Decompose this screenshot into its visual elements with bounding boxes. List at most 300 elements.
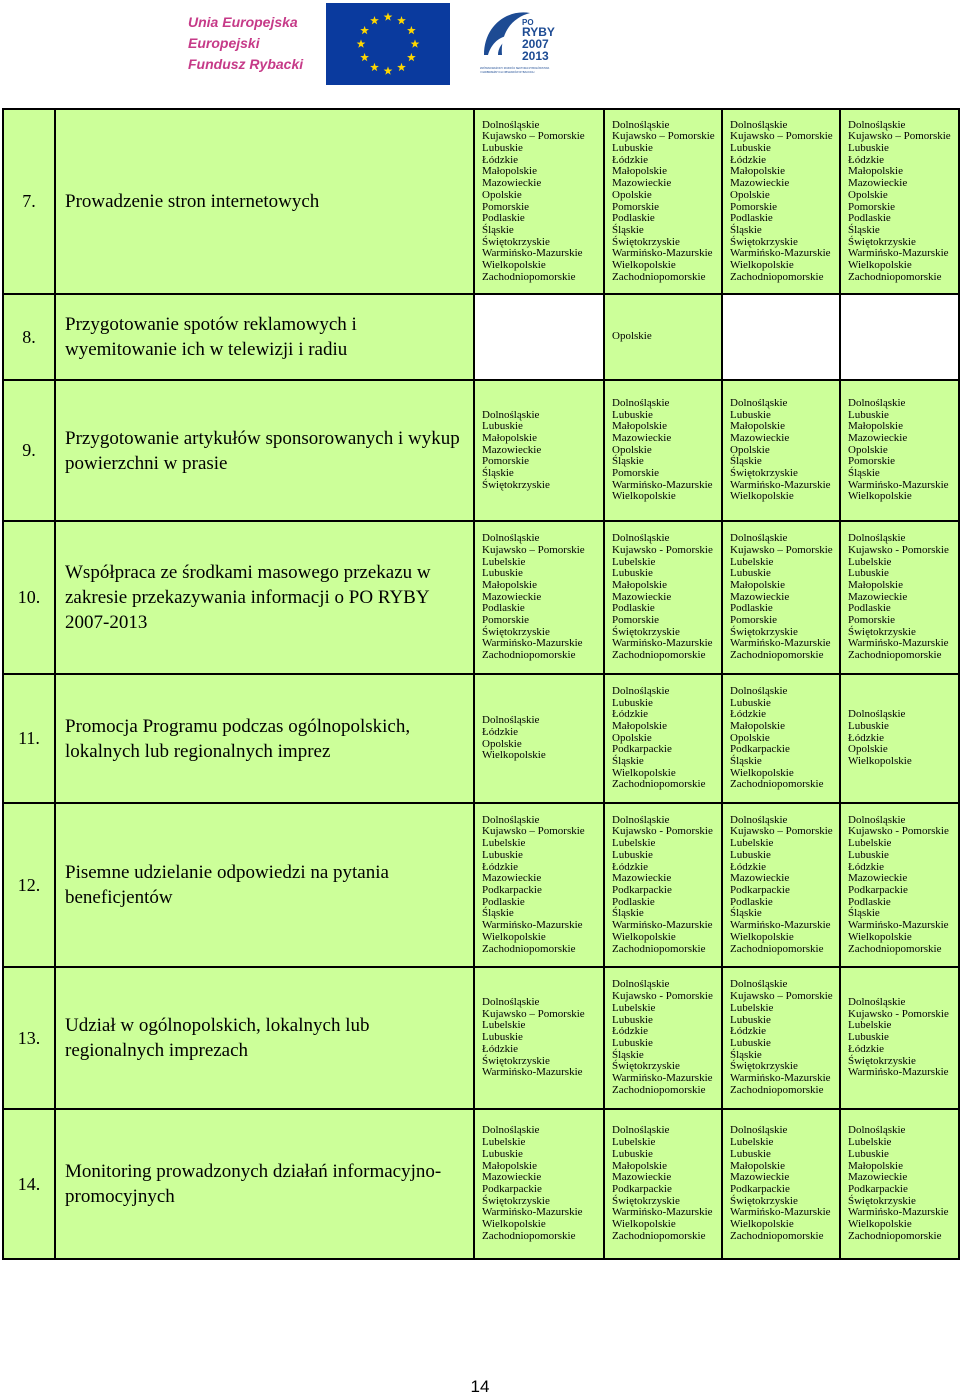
region-name: Pomorskie (612, 467, 660, 480)
regions-cell (840, 803, 959, 967)
regions-cell (604, 803, 722, 967)
table-row (3, 967, 959, 1109)
region-name: Łódzkie (482, 153, 519, 166)
region-name: Pomorskie (612, 200, 660, 213)
region-name: Świętokrzyskie (482, 1054, 550, 1067)
table-row (3, 109, 959, 294)
region-name: Podkarpackie (612, 743, 672, 756)
region-name: Małopolskie (482, 165, 537, 178)
regions-cell (722, 294, 840, 380)
region-name: Kujawsko – Pomorskie (482, 825, 585, 838)
region-name: Warmińsko-Mazurskie (730, 1072, 831, 1085)
region-name: Dolnośląskie (612, 978, 670, 991)
region-name: Mazowieckie (482, 177, 542, 190)
region-name: Dolnośląskie (612, 396, 670, 409)
region-name: Śląskie (612, 907, 644, 920)
region-name: Opolskie (848, 743, 888, 756)
region-name: Mazowieckie (612, 431, 672, 444)
region-name: Wielkopolskie (612, 490, 676, 503)
region-name: Małopolskie (730, 578, 785, 591)
region-name: Śląskie (482, 223, 514, 236)
region-name: Łódzkie (848, 153, 885, 166)
activity-description: Przygotowanie artykułów sponsorowanych i wykup powierzchni w prasie (55, 380, 474, 521)
regions-cell (722, 380, 840, 521)
region-name: Zachodniopomorskie (482, 649, 576, 662)
region-name: Małopolskie (612, 420, 667, 433)
po-logo-line4: 2013 (522, 49, 549, 63)
region-name: Dolnośląskie (612, 1124, 670, 1137)
region-name: Mazowieckie (612, 590, 672, 603)
activity-description: Promocja Programu podczas ogólnopolskich, lokalnych lub regionalnych imprez (55, 674, 474, 803)
region-name: Śląskie (612, 223, 644, 236)
region-name: Lubuskie (730, 848, 771, 861)
region-name: Łódzkie (482, 725, 519, 738)
region-name: Podlaskie (612, 212, 655, 225)
region-name: Pomorskie (482, 614, 530, 627)
regions-cell (840, 380, 959, 521)
region-name: Kujawsko - Pomorskie (848, 1007, 949, 1020)
region-name: Zachodniopomorskie (848, 649, 942, 662)
region-name: Podlaskie (482, 895, 525, 908)
region-name: Mazowieckie (848, 177, 908, 190)
regions-cell (722, 674, 840, 803)
region-name: Mazowieckie (482, 443, 542, 456)
region-name: Świętokrzyskie (848, 625, 916, 638)
region-name: Kujawsko – Pomorskie (848, 130, 951, 143)
table-row (3, 803, 959, 967)
region-name: Opolskie (730, 731, 770, 744)
region-name: Zachodniopomorskie (848, 942, 942, 955)
region-name: Warmińsko-Mazurskie (612, 1072, 713, 1085)
regions-cell (474, 109, 604, 294)
region-name: Dolnośląskie (848, 996, 906, 1009)
regions-cell (840, 967, 959, 1109)
region-name: Dolnośląskie (730, 532, 788, 545)
region-name: Mazowieckie (730, 177, 790, 190)
row-number: 7. (3, 109, 55, 294)
region-name: Zachodniopomorskie (730, 1083, 824, 1096)
region-name: Pomorskie (848, 200, 896, 213)
region-name: Wielkopolskie (730, 930, 794, 943)
region-name: Łódzkie (482, 860, 519, 873)
regions-cell (604, 674, 722, 803)
region-name: Zachodniopomorskie (730, 649, 824, 662)
region-name: Wielkopolskie (848, 259, 912, 272)
region-name: Zachodniopomorskie (482, 942, 576, 955)
region-name: Podlaskie (848, 602, 891, 615)
region-name: Opolskie (612, 443, 652, 456)
region-name: Małopolskie (848, 578, 903, 591)
region-name: Lubelskie (730, 837, 774, 850)
region-name: Świętokrzyskie (848, 1194, 916, 1207)
region-name: Warmińsko-Mazurskie (612, 247, 713, 260)
region-name: Małopolskie (730, 719, 785, 732)
region-name: Pomorskie (482, 200, 530, 213)
region-name: Opolskie (848, 443, 888, 456)
region-name: Mazowieckie (848, 431, 908, 444)
region-name: Kujawsko – Pomorskie (482, 1007, 585, 1020)
row-number: 11. (3, 674, 55, 803)
region-name: Świętokrzyskie (730, 1194, 798, 1207)
region-name: Dolnośląskie (730, 1124, 788, 1137)
region-name: Opolskie (730, 188, 770, 201)
region-name: Śląskie (730, 223, 762, 236)
region-name: Dolnośląskie (482, 532, 540, 545)
regions-cell (840, 674, 959, 803)
region-name: Warmińsko-Mazurskie (612, 637, 713, 650)
region-name: Lubuskie (482, 567, 523, 580)
region-name: Warmińsko-Mazurskie (730, 247, 831, 260)
region-name: Dolnośląskie (730, 978, 788, 991)
region-name: Warmińsko-Mazurskie (848, 919, 949, 932)
region-name: Lubuskie (482, 141, 523, 154)
row-number: 13. (3, 967, 55, 1109)
region-name: Łódzkie (730, 860, 767, 873)
region-name: Lubuskie (848, 141, 889, 154)
region-name: Warmińsko-Mazurskie (848, 1206, 949, 1219)
region-name: Śląskie (848, 467, 880, 480)
region-name: Wielkopolskie (482, 749, 546, 762)
regions-cell (474, 380, 604, 521)
region-name: Lubuskie (612, 696, 653, 709)
region-name: Mazowieckie (730, 431, 790, 444)
region-name: Kujawsko – Pomorskie (730, 130, 833, 143)
region-name: Łódzkie (612, 708, 649, 721)
region-name: Lubelskie (482, 555, 526, 568)
po-ryby-logo (478, 3, 564, 85)
region-name: Warmińsko-Mazurskie (730, 1206, 831, 1219)
region-name: Mazowieckie (612, 872, 672, 885)
region-name: Kujawsko – Pomorskie (730, 543, 833, 556)
region-name: Zachodniopomorskie (612, 942, 706, 955)
region-name: Lubelskie (730, 555, 774, 568)
region-name: Dolnośląskie (482, 714, 540, 727)
region-name: Warmińsko-Mazurskie (482, 919, 583, 932)
region-name: Lubelskie (848, 555, 892, 568)
region-name: Dolnośląskie (848, 1124, 906, 1137)
region-name: Warmińsko-Mazurskie (612, 1206, 713, 1219)
po-logo-caption1: ZRÓWNOWAŻONY ROZWÓJ SEKTORA RYBOŁÓWSTWA (480, 67, 550, 70)
region-name: Łódzkie (482, 1042, 519, 1055)
region-name: Zachodniopomorskie (612, 1229, 706, 1242)
region-name: Dolnośląskie (482, 118, 540, 131)
region-name: Lubuskie (730, 408, 771, 421)
region-name: Podlaskie (848, 212, 891, 225)
region-name: Warmińsko-Mazurskie (482, 1066, 583, 1079)
region-name: Podlaskie (612, 602, 655, 615)
page-header (0, 0, 960, 100)
region-name: Lubuskie (848, 719, 889, 732)
region-name: Lubelskie (848, 837, 892, 850)
region-name: Śląskie (482, 907, 514, 920)
row-number: 12. (3, 803, 55, 967)
region-name: Pomorskie (848, 455, 896, 468)
regions-cell (474, 521, 604, 674)
region-name: Lubuskie (730, 1013, 771, 1026)
region-name: Kujawsko - Pomorskie (612, 825, 713, 838)
region-name: Podkarpackie (730, 884, 790, 896)
region-name: Warmińsko-Mazurskie (482, 637, 583, 650)
region-name: Podkarpackie (482, 884, 542, 896)
region-name: Dolnośląskie (730, 813, 788, 826)
region-name: Lubuskie (848, 567, 889, 580)
region-name: Podkarpackie (482, 1183, 542, 1195)
region-name: Małopolskie (482, 431, 537, 444)
region-name: Warmińsko-Mazurskie (482, 1206, 583, 1219)
region-name: Dolnośląskie (612, 813, 670, 826)
region-name: Pomorskie (612, 614, 660, 627)
region-name: Opolskie (730, 443, 770, 456)
region-name: Zachodniopomorskie (482, 1229, 576, 1242)
region-name: Śląskie (612, 1048, 644, 1061)
regions-cell (840, 521, 959, 674)
region-name: Opolskie (848, 188, 888, 201)
region-name: Opolskie (612, 731, 652, 744)
region-name: Świętokrzyskie (482, 1194, 550, 1207)
activity-description: Monitoring prowadzonych działań informacyjno-promocyjnych (55, 1109, 474, 1259)
region-name: Świętokrzyskie (612, 625, 680, 638)
po-logo-line2: RYBY (522, 25, 555, 39)
region-name: Lubuskie (612, 1013, 653, 1026)
regions-cell (474, 967, 604, 1109)
region-name: Podkarpackie (848, 884, 908, 896)
region-name: Łódzkie (730, 708, 767, 721)
region-name: Lubuskie (730, 567, 771, 580)
regions-cell (840, 109, 959, 294)
activity-description: Współpraca ze środkami masowego przekazu w zakresie przekazywania informacji o PO RYBY 2007-2013 (55, 521, 474, 674)
region-name: Podkarpackie (730, 743, 790, 756)
region-name: Lubelskie (848, 1136, 892, 1149)
region-name: Podkarpackie (612, 1183, 672, 1195)
eu-text-line: Fundusz Rybacki (188, 56, 304, 72)
region-name: Kujawsko - Pomorskie (612, 543, 713, 556)
region-name: Wielkopolskie (730, 1218, 794, 1231)
region-name: Mazowieckie (730, 590, 790, 603)
region-name: Dolnośląskie (612, 118, 670, 131)
region-name: Świętokrzyskie (482, 235, 550, 248)
region-name: Lubuskie (730, 1037, 771, 1049)
activity-description: Przygotowanie spotów reklamowych i wyemitowanie ich w telewizji i radiu (55, 294, 474, 380)
region-name: Świętokrzyskie (848, 1054, 916, 1067)
region-name: Mazowieckie (482, 590, 542, 603)
region-name: Warmińsko-Mazurskie (730, 637, 831, 650)
region-name: Podlaskie (848, 895, 891, 908)
region-name: Dolnośląskie (730, 118, 788, 131)
region-name: Śląskie (612, 755, 644, 768)
region-name: Lubuskie (612, 1147, 653, 1160)
region-name: Warmińsko-Mazurskie (730, 478, 831, 491)
regions-cell (474, 294, 604, 380)
region-name: Pomorskie (730, 200, 778, 213)
regions-cell (474, 674, 604, 803)
activity-description: Pisemne udzielanie odpowiedzi na pytania beneficjentów (55, 803, 474, 967)
region-name: Dolnośląskie (482, 996, 540, 1009)
regions-cell (840, 1109, 959, 1259)
region-name: Dolnośląskie (482, 408, 540, 421)
region-name: Lubuskie (730, 141, 771, 154)
page-number: 14 (470, 1377, 490, 1396)
region-name: Podkarpackie (612, 884, 672, 896)
region-name: Świętokrzyskie (482, 478, 550, 491)
regions-cell (474, 803, 604, 967)
region-name: Małopolskie (482, 1159, 537, 1172)
region-name: Łódzkie (848, 860, 885, 873)
region-name: Kujawsko – Pomorskie (482, 543, 585, 556)
region-name: Zachodniopomorskie (612, 778, 706, 791)
regions-cell (604, 380, 722, 521)
row-number: 10. (3, 521, 55, 674)
region-name: Łódzkie (848, 731, 885, 744)
region-name: Świętokrzyskie (730, 467, 798, 480)
region-name: Lubelskie (612, 555, 656, 568)
region-name: Podlaskie (482, 602, 525, 615)
region-name: Pomorskie (482, 455, 530, 468)
region-name: Mazowieckie (612, 177, 672, 190)
region-name: Lubelskie (482, 1136, 526, 1149)
region-name: Lubuskie (482, 1147, 523, 1160)
region-name: Podkarpackie (848, 1183, 908, 1195)
row-number: 8. (3, 294, 55, 380)
region-name: Lubuskie (848, 1147, 889, 1160)
region-name: Zachodniopomorskie (482, 270, 576, 283)
region-name: Świętokrzyskie (612, 1060, 680, 1073)
region-name: Lubelskie (612, 837, 656, 850)
eu-text-line: Europejski (188, 35, 260, 51)
region-name: Kujawsko - Pomorskie (612, 990, 713, 1003)
region-name: Dolnośląskie (482, 1124, 540, 1137)
region-name: Świętokrzyskie (612, 1194, 680, 1207)
region-name: Dolnośląskie (848, 118, 906, 131)
region-name: Małopolskie (482, 578, 537, 591)
region-name: Kujawsko – Pomorskie (730, 990, 833, 1003)
region-name: Warmińsko-Mazurskie (482, 247, 583, 260)
region-name: Małopolskie (730, 1159, 785, 1172)
region-name: Małopolskie (612, 719, 667, 732)
region-name: Łódzkie (612, 860, 649, 873)
region-name: Mazowieckie (730, 1171, 790, 1184)
region-name: Warmińsko-Mazurskie (848, 247, 949, 260)
region-name: Opolskie (612, 330, 652, 343)
region-name: Lubelskie (730, 1136, 774, 1149)
region-name: Wielkopolskie (482, 259, 546, 272)
region-name: Śląskie (730, 755, 762, 768)
region-name: Lubelskie (612, 1001, 656, 1014)
region-name: Podlaskie (730, 212, 773, 225)
region-name: Wielkopolskie (612, 766, 676, 779)
region-name: Warmińsko-Mazurskie (612, 478, 713, 491)
region-name: Opolskie (482, 188, 522, 201)
region-name: Mazowieckie (730, 872, 790, 885)
region-name: Dolnośląskie (848, 396, 906, 409)
region-name: Podlaskie (730, 895, 773, 908)
region-name: Małopolskie (730, 165, 785, 178)
region-name: Mazowieckie (848, 872, 908, 885)
region-name: Lubelskie (482, 1019, 526, 1032)
regions-cell (604, 967, 722, 1109)
region-name: Kujawsko - Pomorskie (848, 543, 949, 556)
region-name: Śląskie (730, 907, 762, 920)
region-name: Kujawsko - Pomorskie (848, 825, 949, 838)
region-name: Lubuskie (612, 1037, 653, 1049)
region-name: Łódzkie (730, 1025, 767, 1038)
region-name: Warmińsko-Mazurskie (848, 1066, 949, 1079)
region-name: Podlaskie (482, 212, 525, 225)
region-name: Dolnośląskie (848, 813, 906, 826)
table-row (3, 674, 959, 803)
row-number: 14. (3, 1109, 55, 1259)
region-name: Warmińsko-Mazurskie (730, 919, 831, 932)
region-name: Małopolskie (612, 578, 667, 591)
region-name: Opolskie (482, 737, 522, 750)
region-name: Dolnośląskie (612, 532, 670, 545)
region-name: Małopolskie (848, 420, 903, 433)
region-name: Mazowieckie (848, 1171, 908, 1184)
region-name: Wielkopolskie (848, 930, 912, 943)
region-name: Wielkopolskie (848, 1218, 912, 1231)
table-row (3, 521, 959, 674)
region-name: Zachodniopomorskie (730, 270, 824, 283)
table-row (3, 380, 959, 521)
region-name: Zachodniopomorskie (612, 1083, 706, 1096)
region-name: Świętokrzyskie (730, 625, 798, 638)
activity-description: Prowadzenie stron internetowych (55, 109, 474, 294)
region-name: Lubelskie (482, 837, 526, 850)
activity-description: Udział w ogólnopolskich, lokalnych lub regionalnych imprezach (55, 967, 474, 1109)
region-name: Warmińsko-Mazurskie (848, 637, 949, 650)
region-name: Lubuskie (612, 567, 653, 580)
region-name: Mazowieckie (482, 1171, 542, 1184)
region-name: Wielkopolskie (848, 755, 912, 768)
region-name: Opolskie (612, 188, 652, 201)
po-logo-line1: PO (522, 18, 534, 27)
region-name: Świętokrzyskie (730, 1060, 798, 1073)
region-name: Zachodniopomorskie (730, 1229, 824, 1242)
region-name: Lubelskie (612, 1136, 656, 1149)
region-name: Dolnośląskie (482, 813, 540, 826)
regions-cell (722, 967, 840, 1109)
regions-cell (604, 294, 722, 380)
table-row (3, 1109, 959, 1259)
region-name: Lubuskie (848, 1031, 889, 1044)
region-name: Lubuskie (612, 848, 653, 861)
region-name: Wielkopolskie (612, 1218, 676, 1231)
eu-flag-icon (326, 3, 450, 85)
eu-text-line: Unia Europejska (188, 14, 298, 30)
region-name: Mazowieckie (482, 872, 542, 885)
region-name: Lubuskie (612, 408, 653, 421)
region-name: Śląskie (612, 455, 644, 468)
region-name: Dolnośląskie (730, 684, 788, 697)
eu-fund-text (188, 12, 328, 75)
region-name: Małopolskie (848, 1159, 903, 1172)
region-name: Śląskie (730, 1048, 762, 1061)
region-name: Lubuskie (612, 141, 653, 154)
region-name: Świętokrzyskie (848, 235, 916, 248)
region-name: Zachodniopomorskie (730, 778, 824, 791)
region-name: Świętokrzyskie (612, 235, 680, 248)
region-name: Lubelskie (848, 1019, 892, 1032)
region-name: Wielkopolskie (730, 766, 794, 779)
region-name: Małopolskie (848, 165, 903, 178)
region-name: Zachodniopomorskie (848, 270, 942, 283)
region-name: Dolnośląskie (848, 532, 906, 545)
region-name: Warmińsko-Mazurskie (612, 919, 713, 932)
region-name: Pomorskie (848, 614, 896, 627)
region-name: Dolnośląskie (848, 708, 906, 721)
region-name: Łódzkie (612, 153, 649, 166)
region-name: Lubuskie (482, 848, 523, 861)
region-name: Lubuskie (482, 1031, 523, 1044)
